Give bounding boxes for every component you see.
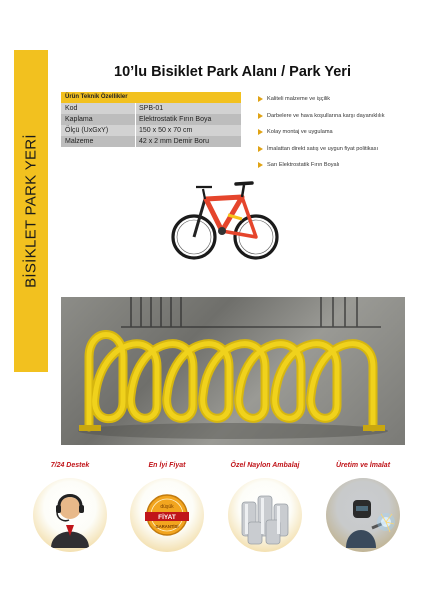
feature-item: [258, 157, 423, 174]
badge-disc: [130, 478, 204, 552]
stamp-top: düşük: [160, 504, 174, 510]
feature-item: [258, 141, 423, 158]
badge-best-price: [127, 462, 207, 552]
feature-item: [258, 91, 423, 108]
stamp-main: FİYAT: [158, 514, 176, 521]
triangle-bullet-icon: [258, 96, 263, 102]
service-badges: [30, 462, 405, 582]
spec-value: Elektrostatik Fırın Boya: [139, 116, 212, 123]
spec-key: Ölçü (UxGxY): [61, 125, 136, 136]
spec-table: [61, 92, 241, 147]
feature-list: [258, 91, 423, 174]
spec-table-header: Ürün Teknik Özellikler: [61, 92, 241, 103]
badge-label: Üretim ve İmalat: [335, 462, 391, 469]
badge-support: [30, 462, 110, 552]
spiral-rack-icon: [61, 297, 405, 445]
badge-disc: [326, 478, 400, 552]
triangle-bullet-icon: [258, 146, 263, 152]
spec-row: [61, 103, 241, 114]
support-agent-icon: [33, 478, 107, 552]
page-title: 10’lu Bisiklet Park Alanı / Park Yeri: [114, 64, 351, 80]
triangle-bullet-icon: [258, 129, 263, 135]
spec-value: 150 x 50 x 70 cm: [139, 127, 193, 134]
feature-text: Sarı Elektrostatik Fırın Boyalı: [267, 162, 340, 169]
badge-label: 7/24 Destek: [50, 462, 90, 469]
spec-value: 42 x 2 mm Demir Boru: [139, 138, 210, 145]
spec-row: [61, 136, 241, 147]
spec-table-body: [61, 103, 241, 147]
feature-text: Kaliteli malzeme ve işçilik: [267, 96, 331, 103]
spec-key: Malzeme: [61, 136, 136, 147]
plastic-wrap-rolls-icon: [228, 478, 302, 552]
feature-text: İmalattan direkt satış ve uygun fiyat politikası: [267, 145, 378, 152]
feature-text: Kolay montaj ve uygulama: [267, 129, 333, 136]
spec-value: SPB-01: [139, 105, 164, 112]
spec-key: Kaplama: [61, 114, 136, 125]
spec-row: [61, 125, 241, 136]
best-price-stamp-icon: [130, 478, 204, 552]
triangle-bullet-icon: [258, 162, 263, 168]
badge-disc: [33, 478, 107, 552]
badge-packaging: [225, 462, 305, 552]
feature-text: Darbelere ve hava koşullarına karşı dayanıklılık: [267, 112, 385, 119]
feature-item: [258, 124, 423, 141]
badge-label: En İyi Fiyat: [148, 462, 186, 469]
stamp-sub: GARANTİSİ: [155, 524, 179, 529]
triangle-bullet-icon: [258, 113, 263, 119]
spec-key: Kod: [61, 103, 136, 114]
badge-disc: [228, 478, 302, 552]
feature-item: [258, 108, 423, 125]
badge-label: Özel Naylon Ambalaj: [230, 462, 300, 469]
welder-icon: [326, 478, 400, 552]
bike-rack-photo: [61, 297, 405, 445]
bicycle-image: [170, 175, 280, 265]
side-band-label: BİSİKLET PARK YERİ: [22, 134, 40, 288]
side-band: [14, 50, 48, 372]
spec-row: [61, 114, 241, 125]
badge-production: [323, 462, 403, 552]
